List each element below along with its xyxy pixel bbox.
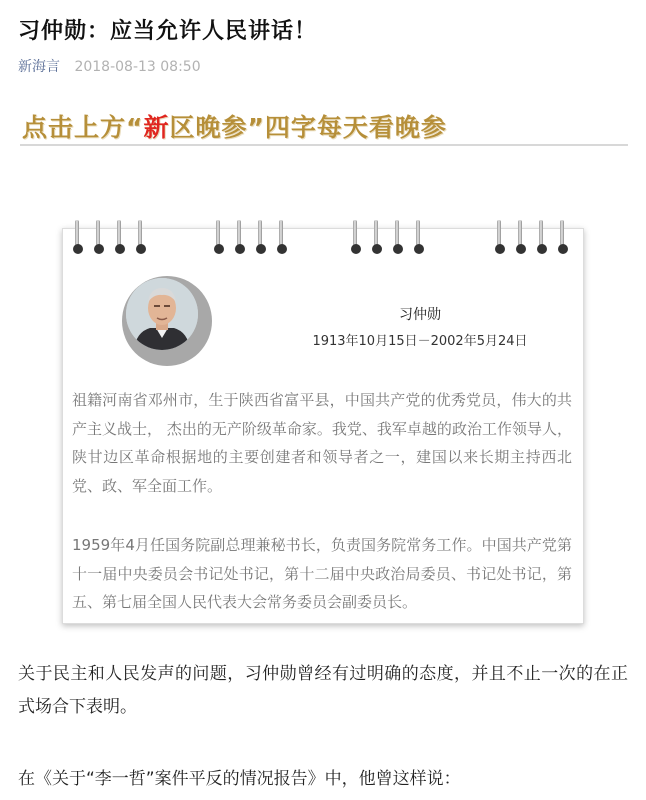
binding-ring-icon (94, 220, 104, 256)
profile-life-dates: 1913年10月15日－2002年5月24日 (312, 334, 528, 349)
portrait-photo (126, 278, 198, 350)
binding-ring-icon (372, 220, 382, 256)
banner-prefix: 点击上方“ (22, 113, 144, 142)
binding-ring-icon (277, 220, 287, 256)
article-paragraph-2: 在《关于“李一哲”案件平反的情况报告》中，他曾这样说： (18, 769, 461, 789)
follow-banner-text (22, 108, 447, 144)
article-meta (18, 56, 201, 76)
binding-ring-icon (214, 220, 224, 256)
binding-ring-icon (351, 220, 361, 256)
binding-ring-icon (558, 220, 568, 256)
binding-ring-icon (537, 220, 547, 256)
binding-ring-icon (256, 220, 266, 256)
spiral-binding (62, 220, 582, 260)
banner-highlight: 新 (143, 113, 170, 142)
banner-suffix: 区晚参”四字每天看晚参 (169, 113, 447, 142)
profile-name: 习仲勋 (399, 307, 441, 323)
binding-ring-icon (414, 220, 424, 256)
article-paragraph-1: 关于民主和人民发声的问题，习仲勋曾经有过明确的态度，并且不止一次的在正式场合下表明。 (18, 664, 628, 717)
binding-ring-icon (495, 220, 505, 256)
binding-ring-icon (73, 220, 83, 256)
binding-ring-icon (516, 220, 526, 256)
binding-ring-icon (115, 220, 125, 256)
author-link[interactable]: 新海言 (18, 59, 60, 75)
article-title: 习仲勋：应当允许人民讲话！ (18, 19, 318, 44)
portrait-frame (122, 276, 212, 366)
follow-banner[interactable] (20, 104, 628, 146)
binding-ring-icon (136, 220, 146, 256)
profile-bio-paragraph-1: 祖籍河南省邓州市，生于陕西省富平县，中国共产党的优秀党员，伟大的共产主义战士， 杰出的无产阶级革命家。我党、我军卓越的政治工作领导人，陕甘边区革命根据地的主要创建者和领导者之一，建国以来长期主持西北党、政、军全面工作。 (72, 391, 572, 495)
binding-ring-icon (393, 220, 403, 256)
binding-ring-icon (235, 220, 245, 256)
publish-date: 2018-08-13 08:50 (74, 59, 201, 75)
profile-bio-paragraph-2: 1959年4月任国务院副总理兼秘书长，负责国务院常务工作。中国共产党第十一届中央委员会书记处书记，第十二届中央政治局委员、书记处书记，第五、第七届全国人民代表大会常务委员会副委员长。 (72, 536, 572, 611)
